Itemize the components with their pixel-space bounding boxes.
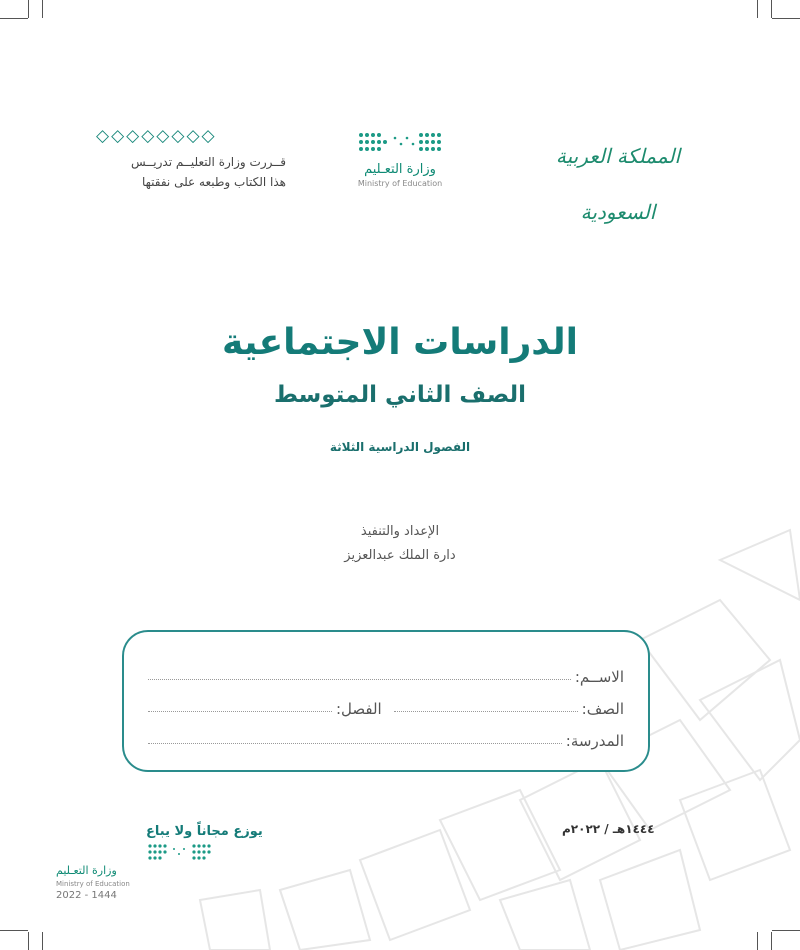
preparation-credit [0, 520, 800, 568]
crop-mark [0, 930, 28, 931]
school-row [148, 718, 624, 750]
crop-mark [772, 930, 800, 931]
ministry-name-english: Ministry of Education [357, 179, 443, 188]
class-label: الفصل: [335, 700, 382, 718]
crop-mark [42, 0, 43, 18]
crop-mark [28, 0, 29, 18]
name-field[interactable] [148, 678, 571, 680]
ministry-dots-icon [355, 130, 445, 158]
approval-notice [96, 126, 286, 192]
grade-row [148, 686, 624, 718]
crop-mark [771, 0, 772, 18]
grade-field[interactable] [394, 710, 578, 712]
crop-mark [42, 932, 43, 950]
book-terms: الفصول الدراسية الثلاثة [329, 440, 471, 454]
book-title: الدراسات الاجتماعية [222, 322, 578, 363]
ministry-name-arabic: وزارة التعـليم [364, 162, 436, 177]
grade-label: الصف: [581, 700, 624, 718]
school-field[interactable] [148, 742, 562, 744]
crop-mark [0, 18, 28, 19]
book-grade: الصف الثاني المتوسط [273, 382, 527, 408]
prepared-by-label: الإعداد والتنفيذ [360, 524, 440, 539]
footer-year-latin: 2022 - 1444 [56, 890, 117, 901]
kingdom-calligraphy-logo: المملكة العربية السعودية [555, 144, 681, 224]
approval-line-2: هذا الكتاب وطبعه على نفقتها [141, 175, 286, 189]
class-field[interactable] [148, 710, 332, 712]
crop-mark [771, 932, 772, 950]
free-distribution-block [56, 820, 263, 910]
footer-ministry-arabic: وزارة التعـليم [56, 864, 117, 877]
diamond-ornament-icon: ◇◇◇◇◇◇◇◇ [96, 126, 217, 146]
crop-mark [757, 932, 758, 950]
ministry-dots-icon [146, 842, 216, 862]
edition-year: ١٤٤٤هـ / ٢٠٢٢م [562, 822, 655, 836]
school-label: المدرسة: [565, 732, 624, 750]
name-label: الاســم: [574, 668, 624, 686]
ministry-of-education-logo [320, 130, 480, 210]
free-distribution-text: يوزع مجاناً ولا يباع [146, 824, 263, 839]
prepared-by-name: دارة الملك عبدالعزيز [344, 548, 456, 563]
crop-mark [757, 0, 758, 18]
crop-mark [28, 932, 29, 950]
student-info-box [122, 630, 650, 772]
crop-mark [772, 18, 800, 19]
approval-line-1: قــررت وزارة التعليــم تدريــس [130, 155, 286, 169]
name-row [148, 654, 624, 686]
footer-ministry-english: Ministry of Education [56, 880, 130, 888]
